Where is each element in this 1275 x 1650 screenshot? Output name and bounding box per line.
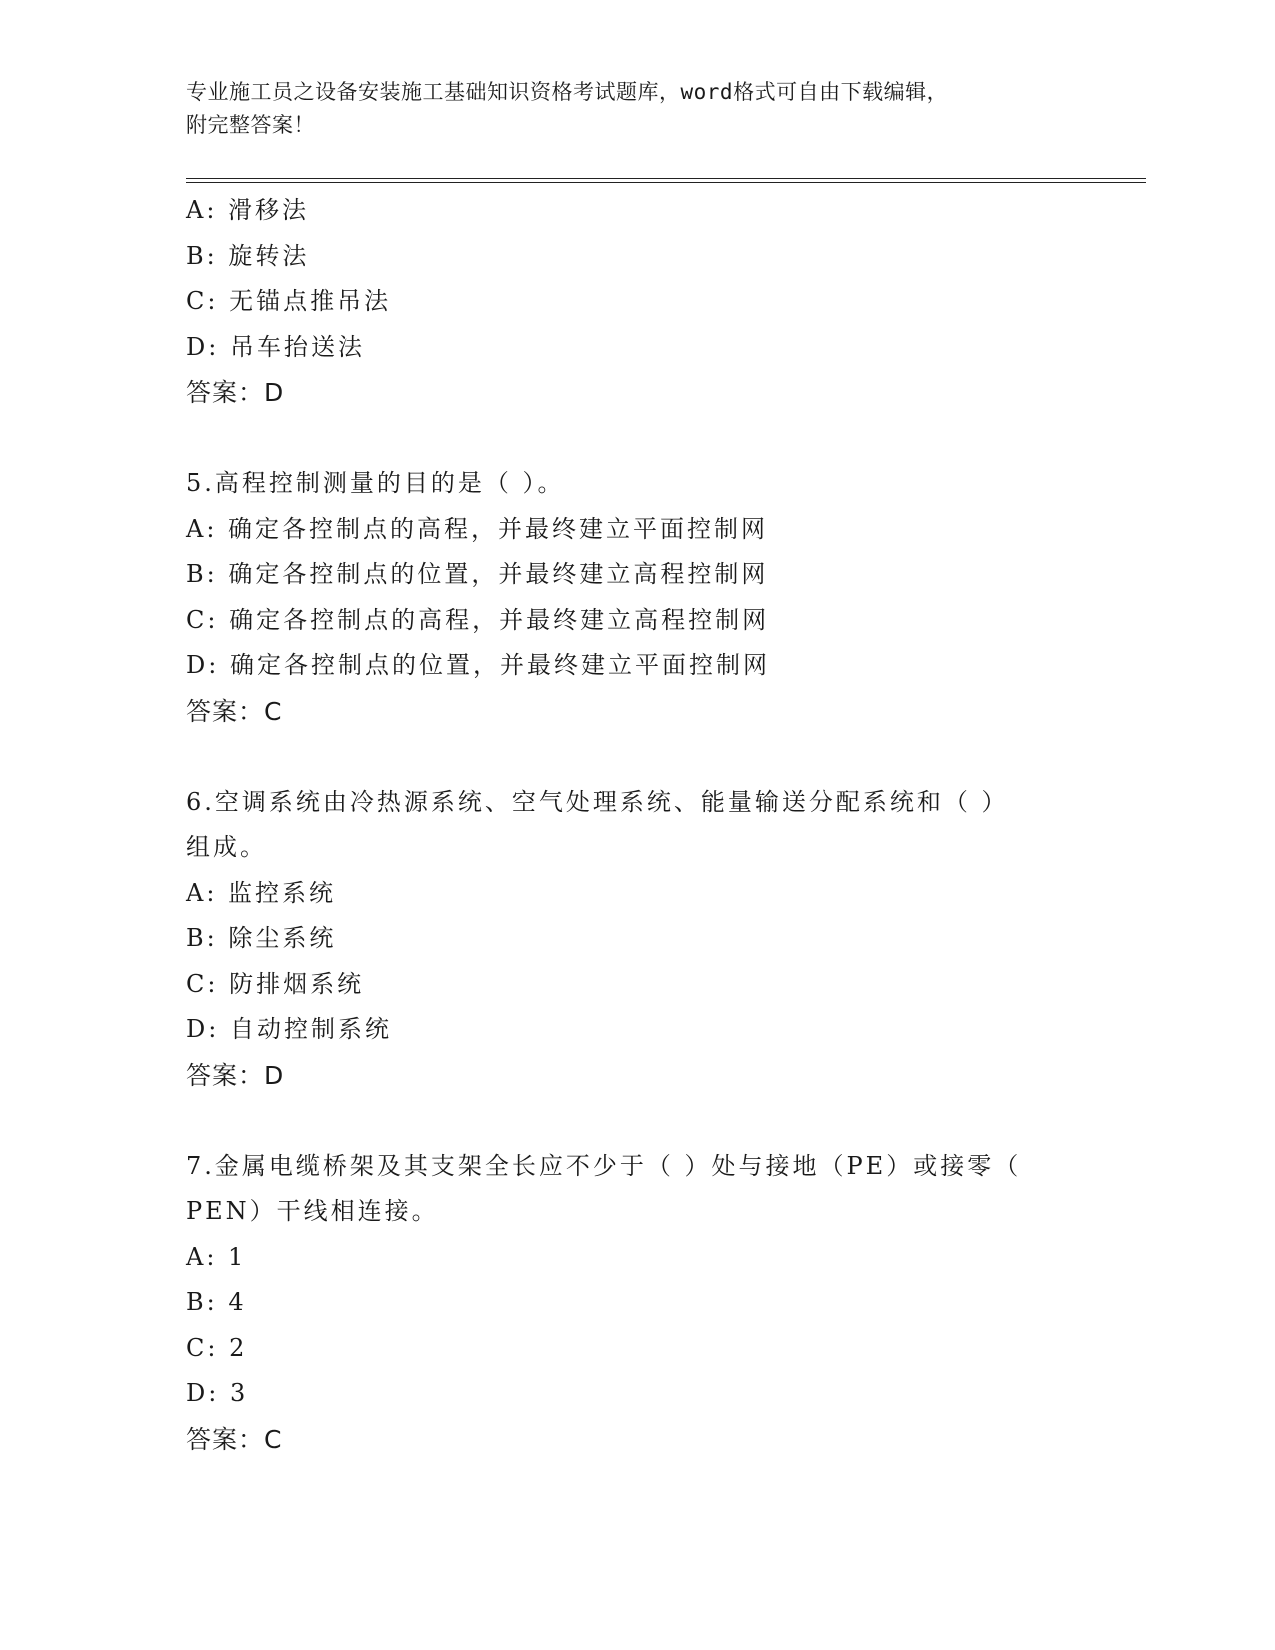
question-text-line-2: 组成。: [186, 833, 267, 861]
question-text: 5.高程控制测量的目的是（ ）。: [186, 469, 565, 497]
option-a: A: 确定各控制点的高程，并最终建立平面控制网: [186, 514, 769, 543]
option-b: B: 确定各控制点的位置，并最终建立高程控制网: [186, 560, 769, 588]
option-d: D: 确定各控制点的位置，并最终建立平面控制网: [186, 651, 770, 679]
question-text-line-1: 6.空调系统由冷热源系统、空气处理系统、能量输送分配系统和（ ）: [186, 787, 1009, 816]
question-5-block: [186, 461, 1086, 734]
answer: 答案：D: [186, 1060, 285, 1090]
option-d: D: 3: [186, 1379, 249, 1407]
option-c: C: 防排烟系统: [186, 969, 365, 998]
option-d: D: 自动控制系统: [186, 1015, 392, 1043]
question-text-line-2: PEN）干线相连接。: [186, 1197, 439, 1225]
header-line-1: 专业施工员之设备安装施工基础知识资格考试题库，word格式可自由下载编辑，: [186, 80, 949, 104]
option-d: D: 吊车抬送法: [186, 332, 365, 361]
spacer: [186, 416, 1086, 462]
question-list: [186, 188, 1086, 1462]
option-c: C: 无锚点推吊法: [186, 287, 392, 315]
option-b: B: 除尘系统: [186, 924, 337, 952]
option-a: A: 监控系统: [186, 878, 337, 907]
header-line-2: 附完整答案！: [186, 113, 315, 137]
option-b: B: 旋转法: [186, 241, 310, 270]
spacer: [186, 1098, 1086, 1144]
answer: 答案：D: [186, 378, 285, 407]
question-text-line-1: 7.金属电缆桥架及其支架全长应不少于（ ）处与接地（PE）或接零（: [186, 1151, 1022, 1180]
option-a: A: 滑移法: [186, 196, 310, 224]
header-divider: [186, 178, 1146, 183]
spacer: [186, 734, 1086, 780]
option-c: C: 2: [186, 1333, 248, 1362]
option-c: C: 确定各控制点的高程，并最终建立高程控制网: [186, 605, 770, 634]
answer: 答案：C: [186, 696, 283, 726]
question-7-block: [186, 1144, 1086, 1463]
option-a: A: 1: [186, 1242, 247, 1271]
answer: 答案：C: [186, 1424, 283, 1454]
question-4-block: [186, 188, 1086, 416]
question-6-block: [186, 780, 1086, 1099]
page-header: [186, 76, 1066, 142]
option-b: B: 4: [186, 1288, 247, 1316]
